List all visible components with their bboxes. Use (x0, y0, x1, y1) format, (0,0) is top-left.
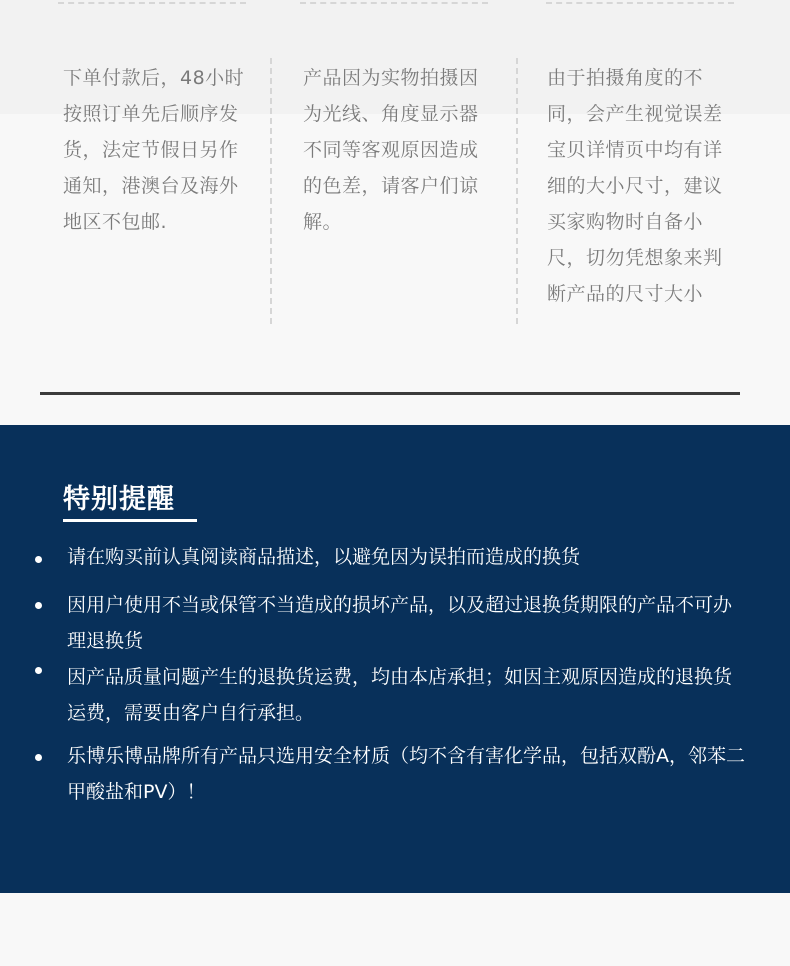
notice-item: 因用户使用不当或保管不当造成的损坏产品，以及超过退换货期限的产品不可办理退换货 (67, 594, 733, 652)
bullet-icon (35, 602, 42, 609)
dashed-separator (58, 2, 246, 4)
bullet-icon (35, 556, 42, 563)
bullet-icon (35, 754, 42, 761)
info-column-size-note: 由于拍摄角度的不同，会产生视觉误差宝贝详情页中均有详细的大小尺寸，建议买家购物时自备小尺，切勿凭想象来判断产品的尺寸大小 (547, 67, 723, 305)
column-divider (516, 58, 518, 324)
notice-item: 因产品质量问题产生的退换货运费，均由本店承担；如因主观原因造成的退换货运费，需要由客户自行承担。 (67, 666, 733, 724)
bullet-icon (35, 667, 42, 674)
info-column-color-difference: 产品因为实物拍摄因为光线、角度显示器不同等客观原因造成的色差，请客户们谅解。 (303, 67, 479, 233)
info-column-shipping: 下单付款后，48小时按照订单先后顺序发货，法定节假日另作通知，港澳台及海外地区不包邮. (63, 67, 245, 233)
notice-item: 乐博乐博品牌所有产品只选用安全材质（均不含有害化学品，包括双酚A，邻苯二甲酸盐和PV）！ (67, 745, 745, 803)
dashed-separator (546, 2, 734, 4)
bottom-band (0, 893, 790, 966)
notice-list (0, 425, 790, 893)
column-divider (270, 58, 272, 324)
notice-title: 特别提醒 (63, 484, 175, 515)
section-divider (40, 392, 740, 395)
notice-item: 请在购买前认真阅读商品描述，以避免因为误拍而造成的换货 (67, 546, 581, 568)
dashed-separator (300, 2, 488, 4)
special-notice-panel (0, 425, 790, 893)
